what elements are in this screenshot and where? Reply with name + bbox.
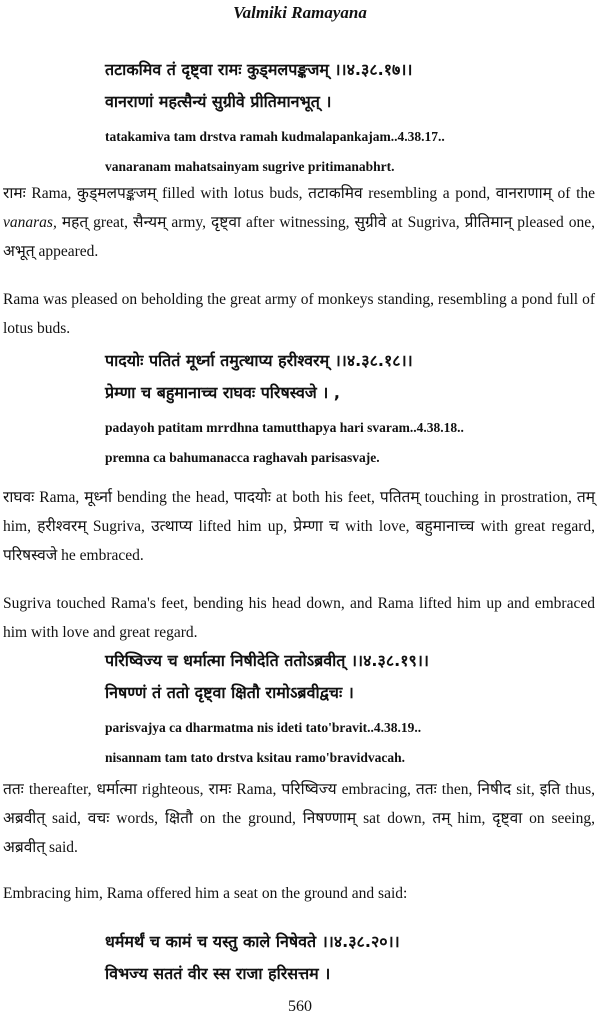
verse-transliteration-line: premna ca bahumanacca raghavah parisasvaje.	[105, 450, 380, 465]
verse-transliteration-line: nisannam tam tato drstva ksitau ramo'bravidvacah.	[105, 750, 406, 765]
gloss-text: महत् great, सैन्यम् army, दृष्ट्वा after witnessing, सुग्रीवे at Sugriva, प्रीतिमान् pleased one, अभूत् appeared.	[3, 214, 595, 260]
translation-paragraph: Rama was pleased on beholding the great army of monkeys standing, resembling a pond full of lotus buds.	[3, 291, 595, 337]
word-gloss: राघवः Rama, मूर्ध्ना bending the head, पादयोः at both his feet, पतितम् touching in prostration, तम् him, हरीश्वरम् Sugriva, उत्थाप्य lifted him up, प्रेम्णा च with love, बहुमानाच्च with great regard, परिषस्वजे he embraced.	[3, 489, 595, 564]
gloss-text: रामः Rama, कुड्मलपङ्कजम् filled with lotus buds, तटाकमिव resembling a pond, वानराणाम् of the	[3, 185, 595, 202]
translation-paragraph: Embracing him, Rama offered him a seat on the ground and said:	[3, 885, 408, 902]
word-gloss	[3, 179, 595, 266]
translation-paragraph: Sugriva touched Rama's feet, bending his head down, and Rama lifted him up and embraced him with love and great regard.	[3, 595, 595, 641]
verse-devanagari-line: विभज्य सततं वीर स्स राजा हरिसत्तम ।	[105, 964, 331, 983]
verse-block	[105, 54, 575, 182]
word-gloss: ततः thereafter, धर्मात्मा righteous, रामः Rama, परिष्विज्य embracing, ततः then, निषीद sit, इति thus, अब्रवीत् said, वचः words, क्षितौ on the ground, निषण्णाम् sat down, तम् him, दृष्ट्वा on seeing, अब्रवीत् said.	[3, 781, 595, 856]
page-number: 560	[288, 998, 312, 1015]
verse-devanagari-line: वानराणां महत्सैन्यं सुग्रीवे प्रीतिमानभूत् ।	[105, 92, 332, 111]
gloss-italic-term: vanaras,	[3, 214, 57, 231]
verse-transliteration-line: tatakamiva tam drstva ramah kudmalapankajam..4.38.17..	[105, 129, 445, 144]
verse-block	[105, 645, 575, 773]
verse-transliteration-line: padayoh patitam mrrdhna tamutthapya hari svaram..4.38.18..	[105, 420, 464, 435]
verse-devanagari-line: प्रेम्णा च बहुमानाच्च राघवः परिषस्वजे । ,	[105, 383, 340, 402]
verse-devanagari-line: निषण्णं तं ततो दृष्ट्वा क्षितौ रामोऽब्रवीद्वचः ।	[105, 683, 354, 702]
verse-devanagari-line: परिष्विज्य च धर्मात्मा निषीदेति ततोऽब्रवीत् ।।४.३८.१९।।	[105, 651, 429, 670]
verse-devanagari-line: धर्ममर्थं च कामं च यस्तु काले निषेवते ।।४.३८.२०।।	[105, 932, 400, 951]
verse-block	[105, 345, 575, 473]
verse-block	[105, 926, 575, 990]
verse-devanagari-line: तटाकमिव तं दृष्ट्वा रामः कुड्मलपङ्कजम् ।।४.३८.१७।।	[105, 60, 413, 79]
verse-devanagari-line: पादयोः पतितं मूर्ध्ना तमुत्थाप्य हरीश्वरम् ।।४.३८.१८।।	[105, 351, 413, 370]
verse-transliteration-line: parisvajya ca dharmatma nis ideti tato'bravit..4.38.19..	[105, 720, 422, 735]
running-head: Valmiki Ramayana	[233, 3, 367, 22]
verse-transliteration-line: vanaranam mahatsainyam sugrive pritimanabhrt.	[105, 159, 395, 174]
